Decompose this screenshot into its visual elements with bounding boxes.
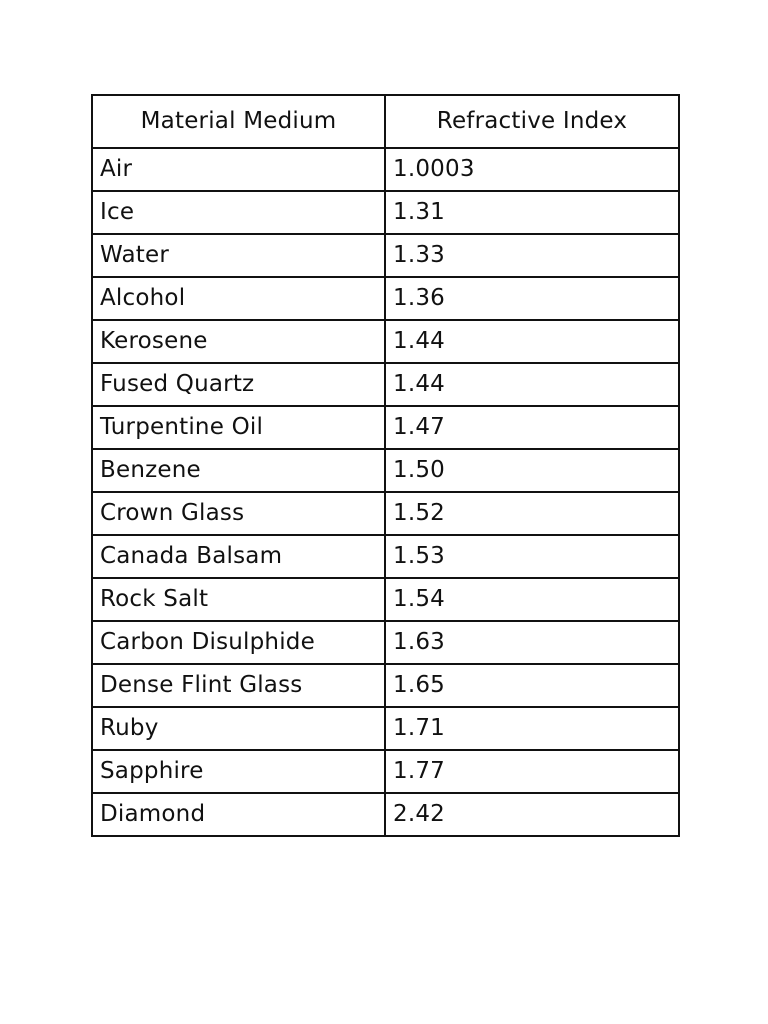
material-cell: Ice <box>92 191 385 234</box>
refractive-index-table <box>91 94 680 837</box>
table-header <box>92 95 679 148</box>
header-row <box>92 95 679 148</box>
table-row <box>92 621 679 664</box>
material-cell: Canada Balsam <box>92 535 385 578</box>
material-cell: Air <box>92 148 385 191</box>
table-row <box>92 707 679 750</box>
refractive-index-cell: 1.44 <box>385 363 679 406</box>
material-cell: Diamond <box>92 793 385 836</box>
material-cell: Rock Salt <box>92 578 385 621</box>
refractive-index-cell: 2.42 <box>385 793 679 836</box>
refractive-index-cell: 1.33 <box>385 234 679 277</box>
table-row <box>92 664 679 707</box>
refractive-index-cell: 1.50 <box>385 449 679 492</box>
refractive-index-cell: 1.31 <box>385 191 679 234</box>
refractive-index-cell: 1.71 <box>385 707 679 750</box>
table-body <box>92 148 679 836</box>
material-cell: Kerosene <box>92 320 385 363</box>
refractive-index-cell: 1.44 <box>385 320 679 363</box>
table-row <box>92 492 679 535</box>
refractive-index-cell: 1.54 <box>385 578 679 621</box>
material-cell: Ruby <box>92 707 385 750</box>
refractive-index-cell: 1.77 <box>385 750 679 793</box>
material-cell: Dense Flint Glass <box>92 664 385 707</box>
refractive-index-cell: 1.63 <box>385 621 679 664</box>
material-cell: Sapphire <box>92 750 385 793</box>
header-material-medium: Material Medium <box>92 95 385 148</box>
table-row <box>92 793 679 836</box>
material-cell: Fused Quartz <box>92 363 385 406</box>
material-cell: Turpentine Oil <box>92 406 385 449</box>
refractive-index-cell: 1.47 <box>385 406 679 449</box>
table-row <box>92 578 679 621</box>
refractive-index-cell: 1.53 <box>385 535 679 578</box>
material-cell: Carbon Disulphide <box>92 621 385 664</box>
table-row <box>92 191 679 234</box>
header-refractive-index: Refractive Index <box>385 95 679 148</box>
material-cell: Crown Glass <box>92 492 385 535</box>
table-row <box>92 148 679 191</box>
table-row <box>92 363 679 406</box>
refractive-index-cell: 1.52 <box>385 492 679 535</box>
refractive-index-cell: 1.36 <box>385 277 679 320</box>
table-row <box>92 320 679 363</box>
refractive-index-cell: 1.0003 <box>385 148 679 191</box>
table-row <box>92 449 679 492</box>
table-row <box>92 406 679 449</box>
table-row <box>92 277 679 320</box>
table-row <box>92 535 679 578</box>
table-row <box>92 234 679 277</box>
refractive-index-cell: 1.65 <box>385 664 679 707</box>
material-cell: Benzene <box>92 449 385 492</box>
table-row <box>92 750 679 793</box>
material-cell: Alcohol <box>92 277 385 320</box>
material-cell: Water <box>92 234 385 277</box>
